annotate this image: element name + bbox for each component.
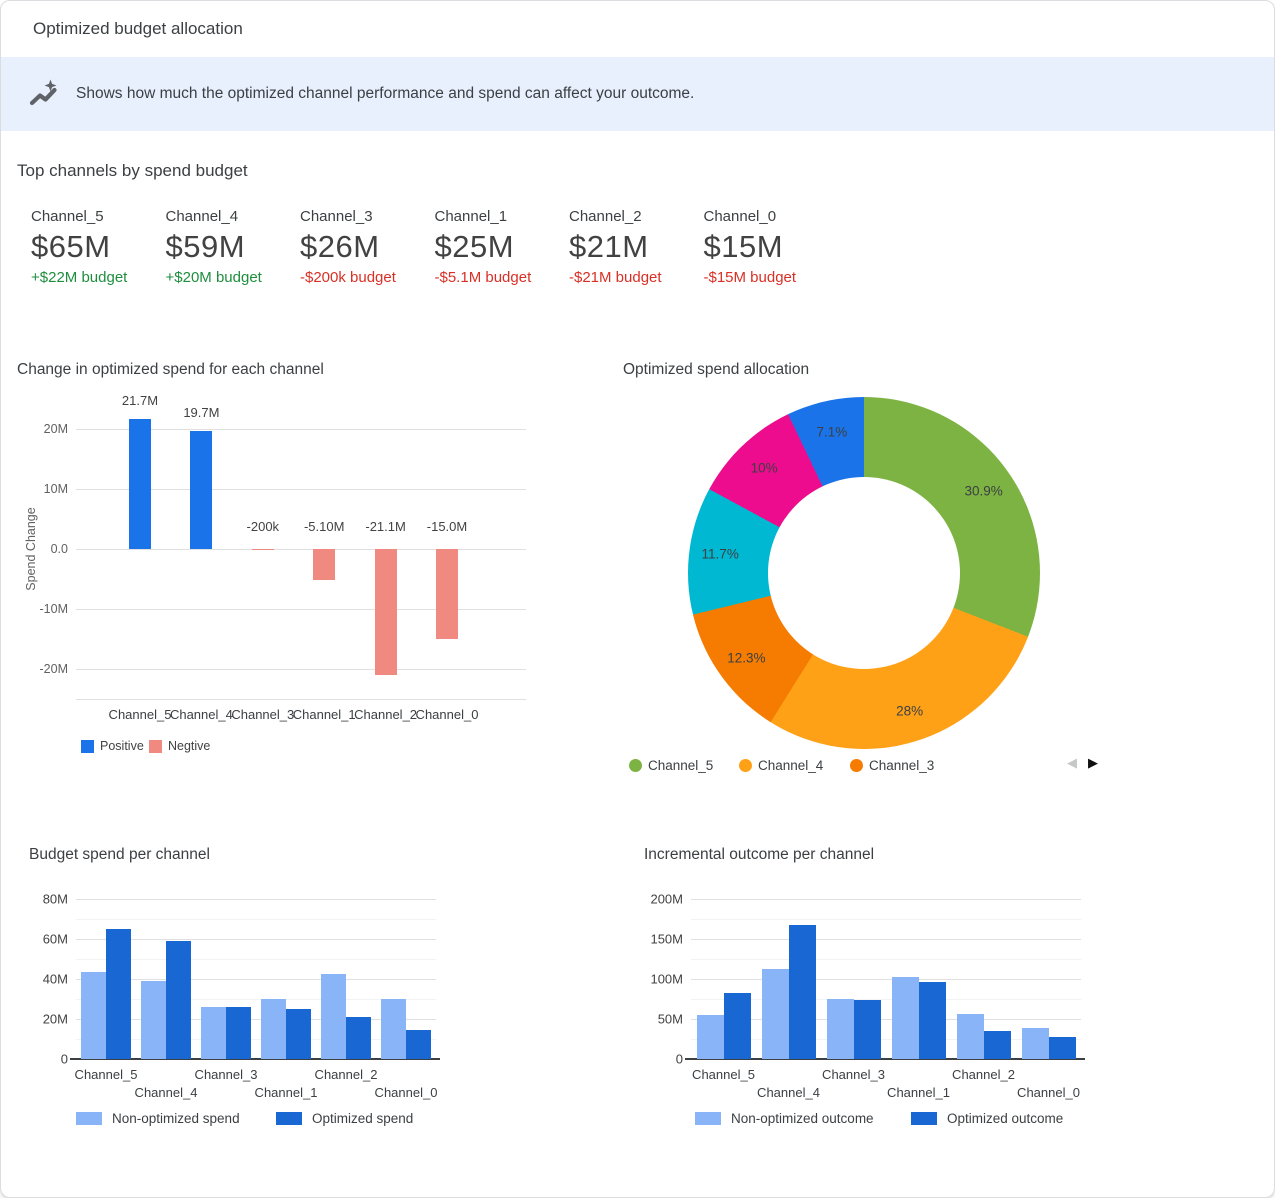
x-axis-label: Channel_0 <box>1017 1085 1080 1100</box>
channel-card-name: Channel_1 <box>434 208 508 225</box>
gridline <box>76 899 436 900</box>
slice-percent-label: 11.7% <box>701 546 739 562</box>
y-tick-label: 150M <box>650 931 683 947</box>
slice-percent-label: 12.3% <box>727 650 766 666</box>
y-tick-label: 20M <box>43 422 68 437</box>
channel-card <box>435 207 570 287</box>
y-axis-title: Spend Change <box>24 507 38 591</box>
bar-channel_3-non-optimized[interactable] <box>201 1007 226 1059</box>
channel-card-name: Channel_4 <box>165 208 239 225</box>
slice-percent-label: 30.9% <box>964 483 1003 499</box>
legend-label: Non-optimized spend <box>112 1111 240 1126</box>
channel-card <box>569 207 704 287</box>
bar-channel_2-optimized[interactable] <box>346 1017 371 1059</box>
channel-card-name: Channel_2 <box>569 208 642 225</box>
bar-channel_2[interactable] <box>375 549 397 675</box>
bar-channel_5-non-optimized[interactable] <box>81 972 106 1059</box>
y-tick-label: 10M <box>43 482 68 497</box>
channel-card-budget-delta: -$5.1M budget <box>434 269 532 286</box>
bar-channel_4-optimized[interactable] <box>166 941 191 1059</box>
chart-title: Budget spend per channel <box>29 846 210 863</box>
y-tick-label: 0 <box>675 1051 683 1067</box>
channel-card <box>704 207 839 287</box>
chart-budget-spend <box>1 839 571 1151</box>
x-axis-label: Channel_3 <box>231 707 295 722</box>
legend-label: Negtive <box>168 739 211 753</box>
bar-channel_3[interactable] <box>252 549 274 550</box>
bar-channel_4[interactable] <box>190 431 212 549</box>
channel-card-budget-delta: -$200k budget <box>300 269 396 286</box>
legend-item <box>695 1111 874 1126</box>
bar-value-label: -21.1M <box>365 519 406 534</box>
top-channels-heading: Top channels by spend budget <box>17 161 248 180</box>
bar-channel_1-optimized[interactable] <box>919 982 946 1059</box>
channel-card-budget-delta: -$15M budget <box>703 269 797 286</box>
channel-card <box>300 207 435 287</box>
channel-card-name: Channel_5 <box>31 208 104 225</box>
bar-channel_0[interactable] <box>436 549 458 639</box>
bar-channel_1-non-optimized[interactable] <box>261 999 286 1059</box>
x-axis-label: Channel_4 <box>134 1085 198 1100</box>
y-tick-label: 60M <box>42 931 68 947</box>
channel-card-budget-delta: +$20M budget <box>165 269 262 286</box>
x-axis-label: Channel_4 <box>757 1085 820 1100</box>
chart-title: Change in optimized spend for each channel <box>17 361 324 378</box>
y-tick-label: -10M <box>39 601 68 616</box>
pie-legend-prev-button[interactable]: ◀ <box>1067 755 1077 770</box>
legend-label: Channel_4 <box>758 758 824 773</box>
gridline <box>76 549 526 550</box>
bar-value-label: 21.7M <box>121 393 159 409</box>
chart-spend-allocation <box>621 353 1131 785</box>
y-tick-label: 200M <box>650 891 683 907</box>
legend-label: Optimized spend <box>312 1111 414 1126</box>
legend-label: Positive <box>100 739 144 753</box>
bar-channel_4-non-optimized[interactable] <box>141 981 166 1059</box>
gridline <box>691 939 1081 940</box>
legend-label: Non-optimized outcome <box>731 1111 874 1126</box>
chart-spend-change <box>1 353 571 773</box>
y-tick-label: 20M <box>42 1011 68 1027</box>
x-axis-label: Channel_4 <box>169 707 233 722</box>
info-banner <box>1 57 1274 131</box>
bar-channel_2-non-optimized[interactable] <box>957 1014 984 1059</box>
legend-swatch <box>76 1112 102 1125</box>
bar-channel_3-optimized[interactable] <box>226 1007 251 1059</box>
legend-swatch <box>276 1112 302 1125</box>
gridline <box>691 899 1081 900</box>
channel-card <box>166 207 301 287</box>
slice-percent-label: 7.1% <box>816 424 848 440</box>
y-tick-label: 40M <box>42 971 68 987</box>
legend-label: Channel_5 <box>648 758 714 773</box>
y-tick-label: -20M <box>39 661 68 676</box>
bar-channel_0-non-optimized[interactable] <box>1022 1028 1049 1059</box>
legend-swatch <box>695 1112 721 1125</box>
legend-dot <box>739 759 752 772</box>
bar-channel_2-non-optimized[interactable] <box>321 974 346 1059</box>
gridline-minor <box>76 919 436 920</box>
legend-dot <box>629 759 642 772</box>
legend-label: Optimized outcome <box>947 1111 1064 1126</box>
y-tick-label: 80M <box>42 891 68 907</box>
x-axis-baseline <box>76 699 526 700</box>
bar-channel_1[interactable] <box>313 549 335 580</box>
y-tick-label: 0.0 <box>50 542 68 556</box>
x-axis-label: Channel_5 <box>74 1067 138 1082</box>
x-axis-label: Channel_3 <box>194 1067 258 1082</box>
title-bar <box>1 1 1274 57</box>
donut-hole <box>768 477 960 669</box>
channel-card-value: $21M <box>569 229 649 264</box>
channel-card-budget-delta: +$22M budget <box>31 269 128 286</box>
pie-legend-next-button[interactable]: ▶ <box>1088 755 1098 770</box>
bar-channel_5-non-optimized[interactable] <box>697 1015 724 1059</box>
bar-channel_5-optimized[interactable] <box>724 993 751 1059</box>
x-axis-label: Channel_1 <box>292 707 356 722</box>
legend-swatch <box>81 740 94 753</box>
channel-card-name: Channel_3 <box>300 208 373 225</box>
channel-card-value: $65M <box>31 229 111 264</box>
legend-label: Channel_3 <box>869 758 935 773</box>
x-axis-label: Channel_2 <box>314 1067 378 1082</box>
bar-channel_4-optimized[interactable] <box>789 925 816 1059</box>
channel-card-budget-delta: -$21M budget <box>569 269 662 286</box>
legend-item <box>76 1111 240 1126</box>
y-tick-label: 0 <box>60 1051 68 1067</box>
chart-incremental-outcome <box>616 839 1275 1151</box>
x-axis-label: Channel_5 <box>692 1067 755 1082</box>
bar-channel_4-non-optimized[interactable] <box>762 969 789 1059</box>
bar-value-label: -5.10M <box>303 519 345 534</box>
bar-value-label: -15.0M <box>426 519 468 534</box>
channel-card-value: $25M <box>434 229 515 264</box>
channel-card-name: Channel_0 <box>703 208 777 225</box>
page-title: Optimized budget allocation <box>33 19 243 38</box>
x-axis-label: Channel_2 <box>952 1067 1015 1082</box>
x-axis-label: Channel_1 <box>887 1085 950 1100</box>
gridline <box>76 669 526 670</box>
legend-item <box>81 739 144 753</box>
gridline <box>691 979 1081 980</box>
insights-icon <box>27 78 59 110</box>
slice-percent-label: 10% <box>750 460 778 476</box>
bar-channel_0-optimized[interactable] <box>1049 1037 1076 1059</box>
bar-channel_2-optimized[interactable] <box>984 1031 1011 1059</box>
channel-card-value: $59M <box>165 229 246 264</box>
slice-percent-label: 28% <box>896 703 924 719</box>
x-axis-label: Channel_0 <box>415 707 479 722</box>
gridline <box>76 609 526 610</box>
legend-swatch <box>149 740 162 753</box>
banner-text: Shows how much the optimized channel performance and spend can affect your outcome. <box>76 85 695 102</box>
x-axis-label: Channel_0 <box>374 1085 438 1100</box>
x-axis-label: Channel_5 <box>108 707 172 722</box>
bar-value-label: 19.7M <box>183 404 220 420</box>
legend-item <box>276 1111 413 1126</box>
bar-value-label: -200k <box>246 519 280 534</box>
x-axis-label: Channel_3 <box>822 1067 885 1082</box>
bar-channel_3-optimized[interactable] <box>854 1000 881 1059</box>
bar-channel_1-optimized[interactable] <box>286 1009 311 1059</box>
chart-title: Incremental outcome per channel <box>644 846 875 863</box>
bar-channel_3-non-optimized[interactable] <box>827 999 854 1059</box>
gridline-minor <box>691 919 1081 920</box>
chart-title: Optimized spend allocation <box>623 361 810 378</box>
bar-channel_5[interactable] <box>129 419 151 549</box>
channel-card-value: $15M <box>703 229 784 264</box>
gridline-minor <box>691 959 1081 960</box>
legend-item <box>911 1111 1063 1126</box>
legend-item <box>149 739 210 753</box>
y-tick-label: 100M <box>650 971 683 987</box>
legend-dot <box>850 759 863 772</box>
channel-card <box>31 207 166 287</box>
x-axis-label: Channel_2 <box>354 707 418 722</box>
bar-channel_5-optimized[interactable] <box>106 929 131 1059</box>
channel-card-value: $26M <box>300 229 380 264</box>
x-axis-label: Channel_1 <box>254 1085 318 1100</box>
legend-swatch <box>911 1112 937 1125</box>
bar-channel_0-optimized[interactable] <box>406 1030 431 1059</box>
top-channels-row <box>31 207 838 287</box>
y-tick-label: 50M <box>657 1011 683 1027</box>
bar-channel_0-non-optimized[interactable] <box>381 999 406 1059</box>
bar-channel_1-non-optimized[interactable] <box>892 977 919 1059</box>
